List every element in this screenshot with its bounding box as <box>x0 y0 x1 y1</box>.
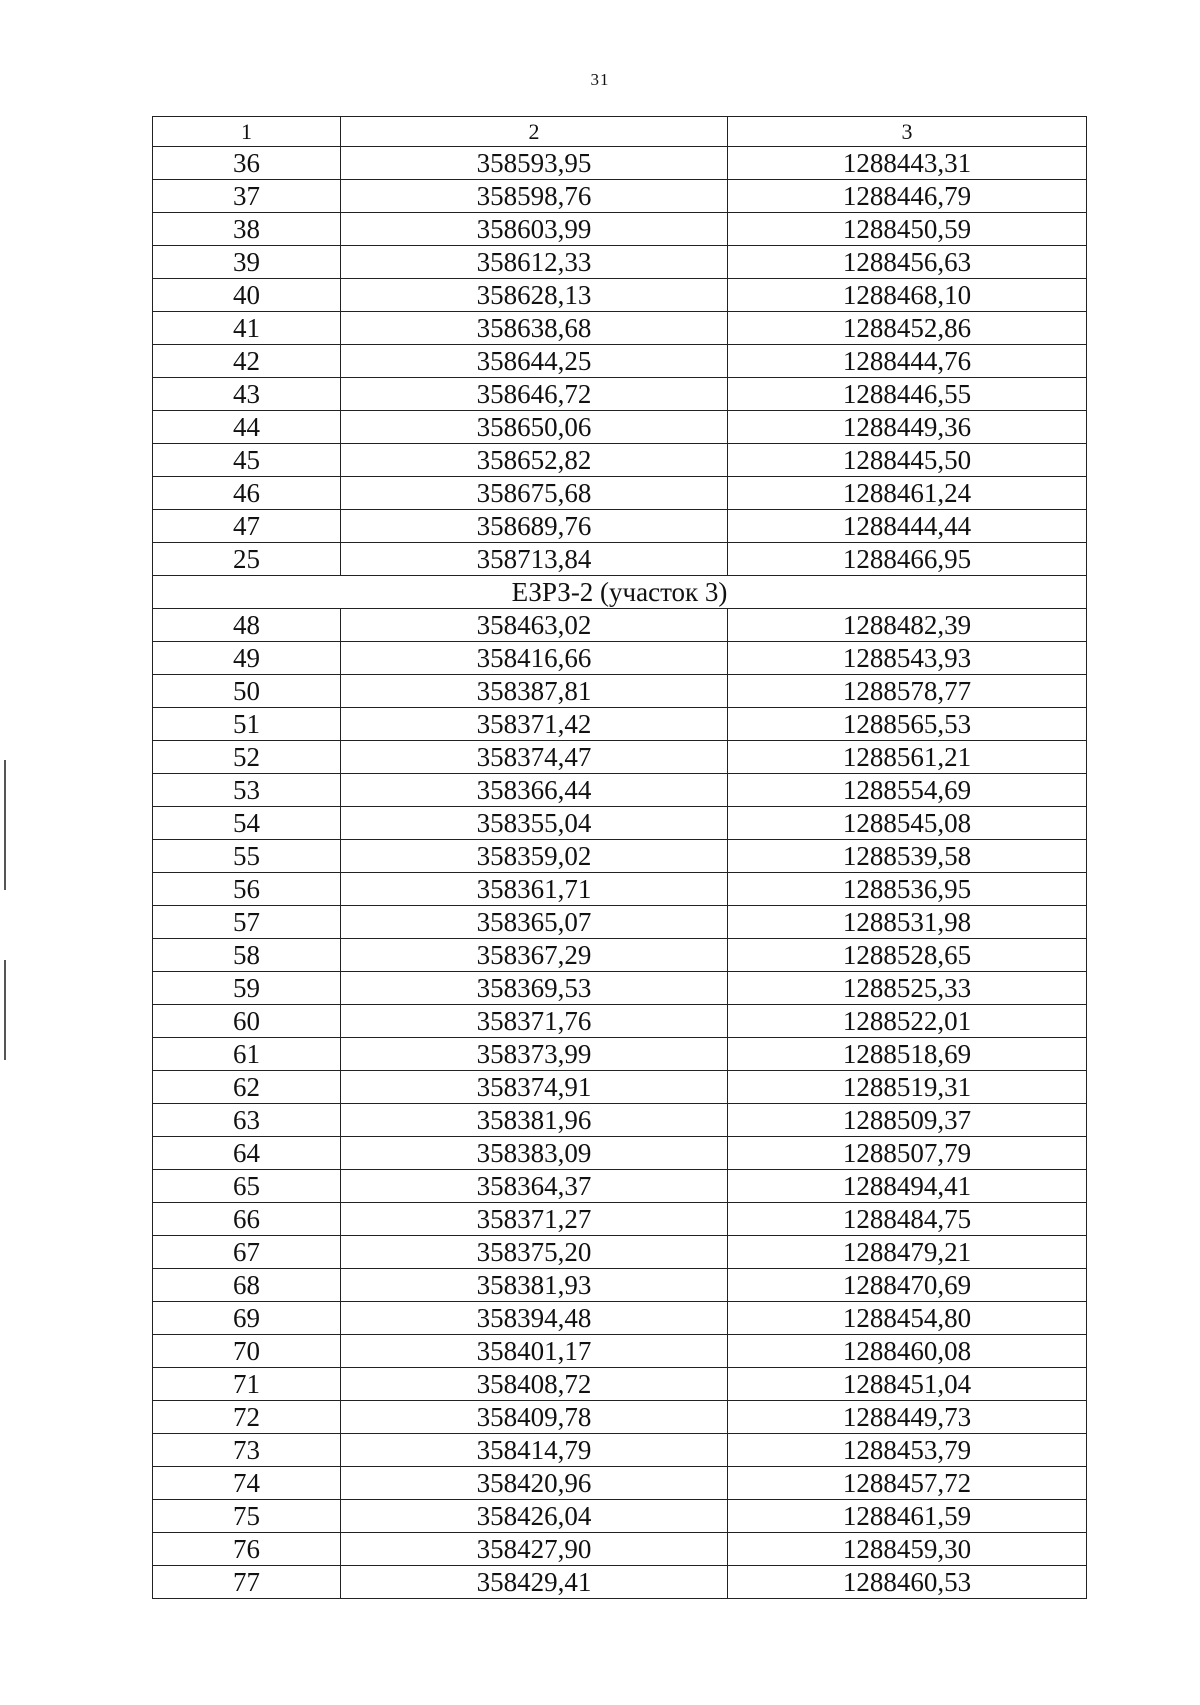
x-coordinate-cell: 358414,79 <box>341 1434 728 1467</box>
point-number-cell: 42 <box>153 345 341 378</box>
point-number-cell: 47 <box>153 510 341 543</box>
x-coordinate-cell: 358426,04 <box>341 1500 728 1533</box>
x-coordinate-cell: 358371,27 <box>341 1203 728 1236</box>
y-coordinate-cell: 1288522,01 <box>728 1005 1087 1038</box>
table-row <box>153 1401 1087 1434</box>
table-row <box>153 1203 1087 1236</box>
table-row <box>153 444 1087 477</box>
coordinates-table <box>152 116 1087 1599</box>
x-coordinate-cell: 358603,99 <box>341 213 728 246</box>
point-number-cell: 40 <box>153 279 341 312</box>
section-header-group <box>153 576 1087 609</box>
x-coordinate-cell: 358416,66 <box>341 642 728 675</box>
point-number-cell: 58 <box>153 939 341 972</box>
x-coordinate-cell: 358598,76 <box>341 180 728 213</box>
y-coordinate-cell: 1288494,41 <box>728 1170 1087 1203</box>
table-row <box>153 411 1087 444</box>
x-coordinate-cell: 358408,72 <box>341 1368 728 1401</box>
y-coordinate-cell: 1288466,95 <box>728 543 1087 576</box>
point-number-cell: 54 <box>153 807 341 840</box>
table-row <box>153 642 1087 675</box>
table-row <box>153 1137 1087 1170</box>
x-coordinate-cell: 358650,06 <box>341 411 728 444</box>
point-number-cell: 59 <box>153 972 341 1005</box>
y-coordinate-cell: 1288453,79 <box>728 1434 1087 1467</box>
y-coordinate-cell: 1288470,69 <box>728 1269 1087 1302</box>
table-row <box>153 510 1087 543</box>
y-coordinate-cell: 1288459,30 <box>728 1533 1087 1566</box>
point-number-cell: 38 <box>153 213 341 246</box>
x-coordinate-cell: 358365,07 <box>341 906 728 939</box>
x-coordinate-cell: 358652,82 <box>341 444 728 477</box>
table-row <box>153 675 1087 708</box>
y-coordinate-cell: 1288449,73 <box>728 1401 1087 1434</box>
y-coordinate-cell: 1288518,69 <box>728 1038 1087 1071</box>
table-row <box>153 213 1087 246</box>
y-coordinate-cell: 1288479,21 <box>728 1236 1087 1269</box>
point-number-cell: 69 <box>153 1302 341 1335</box>
table-row <box>153 1236 1087 1269</box>
x-coordinate-cell: 358381,96 <box>341 1104 728 1137</box>
table-row <box>153 1500 1087 1533</box>
table-row <box>153 1071 1087 1104</box>
x-coordinate-cell: 358429,41 <box>341 1566 728 1599</box>
y-coordinate-cell: 1288554,69 <box>728 774 1087 807</box>
x-coordinate-cell: 358383,09 <box>341 1137 728 1170</box>
x-coordinate-cell: 358689,76 <box>341 510 728 543</box>
point-number-cell: 71 <box>153 1368 341 1401</box>
table-row <box>153 246 1087 279</box>
table-row <box>153 1335 1087 1368</box>
x-coordinate-cell: 358359,02 <box>341 840 728 873</box>
y-coordinate-cell: 1288452,86 <box>728 312 1087 345</box>
point-number-cell: 36 <box>153 147 341 180</box>
y-coordinate-cell: 1288461,59 <box>728 1500 1087 1533</box>
x-coordinate-cell: 358675,68 <box>341 477 728 510</box>
y-coordinate-cell: 1288507,79 <box>728 1137 1087 1170</box>
y-coordinate-cell: 1288536,95 <box>728 873 1087 906</box>
x-coordinate-cell: 358394,48 <box>341 1302 728 1335</box>
x-coordinate-cell: 358420,96 <box>341 1467 728 1500</box>
x-coordinate-cell: 358373,99 <box>341 1038 728 1071</box>
point-number-cell: 25 <box>153 543 341 576</box>
point-number-cell: 37 <box>153 180 341 213</box>
table-header <box>153 117 1087 147</box>
table-row <box>153 807 1087 840</box>
table-row <box>153 147 1087 180</box>
x-coordinate-cell: 358364,37 <box>341 1170 728 1203</box>
point-number-cell: 41 <box>153 312 341 345</box>
table-row <box>153 708 1087 741</box>
point-number-cell: 66 <box>153 1203 341 1236</box>
header-row <box>153 117 1087 147</box>
point-number-cell: 45 <box>153 444 341 477</box>
scan-edge-mark <box>4 960 6 1060</box>
y-coordinate-cell: 1288456,63 <box>728 246 1087 279</box>
y-coordinate-cell: 1288525,33 <box>728 972 1087 1005</box>
point-number-cell: 57 <box>153 906 341 939</box>
x-coordinate-cell: 358401,17 <box>341 1335 728 1368</box>
y-coordinate-cell: 1288445,50 <box>728 444 1087 477</box>
point-number-cell: 48 <box>153 609 341 642</box>
x-coordinate-cell: 358367,29 <box>341 939 728 972</box>
x-coordinate-cell: 358375,20 <box>341 1236 728 1269</box>
y-coordinate-cell: 1288545,08 <box>728 807 1087 840</box>
y-coordinate-cell: 1288454,80 <box>728 1302 1087 1335</box>
table-row <box>153 312 1087 345</box>
y-coordinate-cell: 1288482,39 <box>728 609 1087 642</box>
table-row <box>153 1104 1087 1137</box>
y-coordinate-cell: 1288444,76 <box>728 345 1087 378</box>
y-coordinate-cell: 1288457,72 <box>728 1467 1087 1500</box>
y-coordinate-cell: 1288446,79 <box>728 180 1087 213</box>
point-number-cell: 49 <box>153 642 341 675</box>
x-coordinate-cell: 358644,25 <box>341 345 728 378</box>
x-coordinate-cell: 358366,44 <box>341 774 728 807</box>
y-coordinate-cell: 1288484,75 <box>728 1203 1087 1236</box>
table-row <box>153 279 1087 312</box>
point-number-cell: 77 <box>153 1566 341 1599</box>
point-number-cell: 43 <box>153 378 341 411</box>
x-coordinate-cell: 358409,78 <box>341 1401 728 1434</box>
table-row <box>153 1038 1087 1071</box>
point-number-cell: 67 <box>153 1236 341 1269</box>
point-number-cell: 73 <box>153 1434 341 1467</box>
scan-edge-mark <box>4 760 6 890</box>
point-number-cell: 72 <box>153 1401 341 1434</box>
table-row <box>153 1368 1087 1401</box>
point-number-cell: 52 <box>153 741 341 774</box>
table-row <box>153 741 1087 774</box>
table-row <box>153 609 1087 642</box>
y-coordinate-cell: 1288449,36 <box>728 411 1087 444</box>
y-coordinate-cell: 1288444,44 <box>728 510 1087 543</box>
point-number-cell: 51 <box>153 708 341 741</box>
y-coordinate-cell: 1288468,10 <box>728 279 1087 312</box>
point-number-cell: 62 <box>153 1071 341 1104</box>
table-row <box>153 1533 1087 1566</box>
table-row <box>153 378 1087 411</box>
column-header: 2 <box>341 117 728 147</box>
point-number-cell: 64 <box>153 1137 341 1170</box>
rows-before-section <box>153 147 1087 576</box>
table-row <box>153 939 1087 972</box>
x-coordinate-cell: 358374,91 <box>341 1071 728 1104</box>
y-coordinate-cell: 1288578,77 <box>728 675 1087 708</box>
x-coordinate-cell: 358371,42 <box>341 708 728 741</box>
table-row <box>153 774 1087 807</box>
x-coordinate-cell: 358355,04 <box>341 807 728 840</box>
x-coordinate-cell: 358374,47 <box>341 741 728 774</box>
x-coordinate-cell: 358713,84 <box>341 543 728 576</box>
table-row <box>153 1269 1087 1302</box>
table-row <box>153 1467 1087 1500</box>
point-number-cell: 44 <box>153 411 341 444</box>
x-coordinate-cell: 358638,68 <box>341 312 728 345</box>
x-coordinate-cell: 358369,53 <box>341 972 728 1005</box>
y-coordinate-cell: 1288460,53 <box>728 1566 1087 1599</box>
point-number-cell: 76 <box>153 1533 341 1566</box>
page-number: 31 <box>590 70 610 89</box>
point-number-cell: 70 <box>153 1335 341 1368</box>
point-number-cell: 75 <box>153 1500 341 1533</box>
x-coordinate-cell: 358371,76 <box>341 1005 728 1038</box>
x-coordinate-cell: 358628,13 <box>341 279 728 312</box>
table-row <box>153 180 1087 213</box>
table-row <box>153 1005 1087 1038</box>
y-coordinate-cell: 1288451,04 <box>728 1368 1087 1401</box>
y-coordinate-cell: 1288543,93 <box>728 642 1087 675</box>
point-number-cell: 46 <box>153 477 341 510</box>
point-number-cell: 55 <box>153 840 341 873</box>
x-coordinate-cell: 358593,95 <box>341 147 728 180</box>
point-number-cell: 65 <box>153 1170 341 1203</box>
column-header: 1 <box>153 117 341 147</box>
table-row <box>153 972 1087 1005</box>
x-coordinate-cell: 358463,02 <box>341 609 728 642</box>
rows-after-section <box>153 609 1087 1599</box>
y-coordinate-cell: 1288460,08 <box>728 1335 1087 1368</box>
table-row <box>153 1302 1087 1335</box>
y-coordinate-cell: 1288446,55 <box>728 378 1087 411</box>
table-row <box>153 345 1087 378</box>
table-row <box>153 477 1087 510</box>
point-number-cell: 74 <box>153 1467 341 1500</box>
y-coordinate-cell: 1288509,37 <box>728 1104 1087 1137</box>
table-row <box>153 1170 1087 1203</box>
y-coordinate-cell: 1288531,98 <box>728 906 1087 939</box>
point-number-cell: 63 <box>153 1104 341 1137</box>
section-row <box>153 576 1087 609</box>
y-coordinate-cell: 1288528,65 <box>728 939 1087 972</box>
point-number-cell: 53 <box>153 774 341 807</box>
point-number-cell: 60 <box>153 1005 341 1038</box>
point-number-cell: 39 <box>153 246 341 279</box>
x-coordinate-cell: 358646,72 <box>341 378 728 411</box>
table-row <box>153 1566 1087 1599</box>
table-row <box>153 1434 1087 1467</box>
y-coordinate-cell: 1288561,21 <box>728 741 1087 774</box>
x-coordinate-cell: 358387,81 <box>341 675 728 708</box>
y-coordinate-cell: 1288443,31 <box>728 147 1087 180</box>
section-title: ЕЗРЗ-2 (участок 3) <box>153 576 1087 609</box>
x-coordinate-cell: 358381,93 <box>341 1269 728 1302</box>
y-coordinate-cell: 1288519,31 <box>728 1071 1087 1104</box>
table-row <box>153 873 1087 906</box>
x-coordinate-cell: 358612,33 <box>341 246 728 279</box>
x-coordinate-cell: 358427,90 <box>341 1533 728 1566</box>
point-number-cell: 68 <box>153 1269 341 1302</box>
y-coordinate-cell: 1288461,24 <box>728 477 1087 510</box>
point-number-cell: 50 <box>153 675 341 708</box>
y-coordinate-cell: 1288565,53 <box>728 708 1087 741</box>
table-row <box>153 543 1087 576</box>
table-row <box>153 840 1087 873</box>
x-coordinate-cell: 358361,71 <box>341 873 728 906</box>
point-number-cell: 61 <box>153 1038 341 1071</box>
point-number-cell: 56 <box>153 873 341 906</box>
y-coordinate-cell: 1288539,58 <box>728 840 1087 873</box>
column-header: 3 <box>728 117 1087 147</box>
table-row <box>153 906 1087 939</box>
y-coordinate-cell: 1288450,59 <box>728 213 1087 246</box>
